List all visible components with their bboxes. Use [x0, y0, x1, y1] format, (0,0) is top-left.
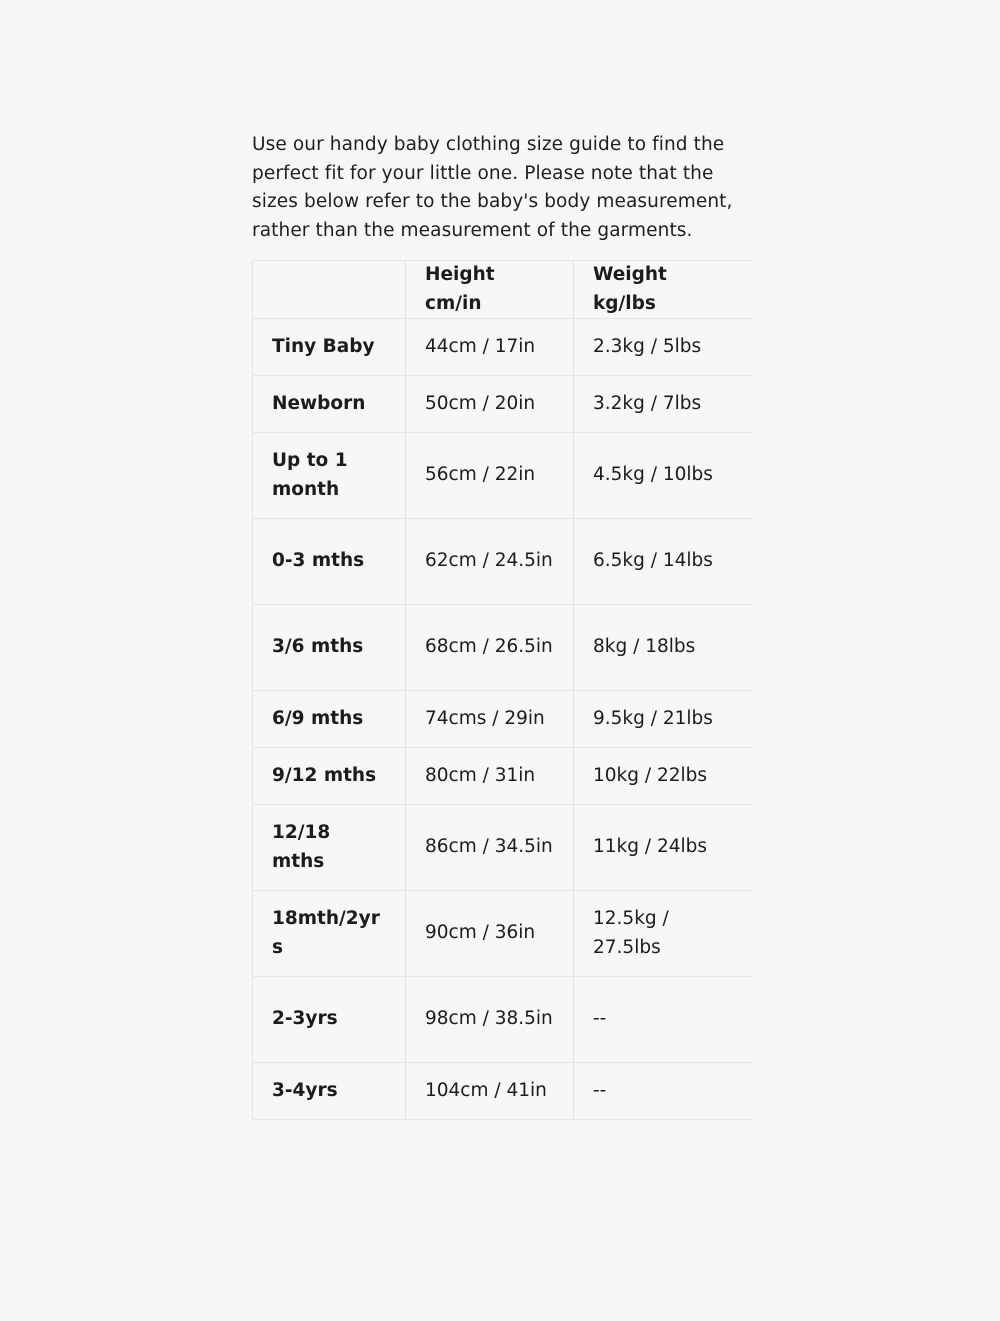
size-cell: 3/6 mths — [253, 605, 406, 691]
height-cell: 98cm / 38.5in — [406, 977, 574, 1063]
table-row — [253, 805, 752, 891]
table-row — [253, 376, 752, 433]
height-cell: 86cm / 34.5in — [406, 805, 574, 891]
height-cell: 62cm / 24.5in — [406, 519, 574, 605]
height-cell: 56cm / 22in — [406, 433, 574, 519]
table-row — [253, 519, 752, 605]
height-cell: 50cm / 20in — [406, 376, 574, 433]
weight-cell: 9.5kg / 21lbs — [574, 691, 752, 748]
size-cell: Tiny Baby — [253, 319, 406, 376]
intro-paragraph: Use our handy baby clothing size guide to find the perfect fit for your little one. Please note that the sizes below refer to the baby's body measurement, rather than the measurement of the garments. — [252, 134, 733, 241]
table-row — [253, 891, 752, 977]
table-row — [253, 1063, 752, 1120]
size-table — [252, 260, 752, 1120]
weight-cell: 2.3kg / 5lbs — [574, 319, 752, 376]
header-weight: Weight kg/lbs — [574, 261, 752, 319]
size-cell: 3-4yrs — [253, 1063, 406, 1120]
height-cell: 80cm / 31in — [406, 748, 574, 805]
weight-cell: -- — [574, 977, 752, 1063]
height-cell: 68cm / 26.5in — [406, 605, 574, 691]
table-row — [253, 691, 752, 748]
height-cell: 104cm / 41in — [406, 1063, 574, 1120]
height-cell: 90cm / 36in — [406, 891, 574, 977]
size-cell: 0-3 mths — [253, 519, 406, 605]
height-cell: 44cm / 17in — [406, 319, 574, 376]
table-row — [253, 977, 752, 1063]
weight-cell: 12.5kg / 27.5lbs — [574, 891, 752, 977]
size-cell: 18mth/2yrs — [253, 891, 406, 977]
weight-cell: 4.5kg / 10lbs — [574, 433, 752, 519]
size-cell: 2-3yrs — [253, 977, 406, 1063]
weight-cell: 6.5kg / 14lbs — [574, 519, 752, 605]
table-row — [253, 319, 752, 376]
table-row — [253, 605, 752, 691]
weight-cell: 3.2kg / 7lbs — [574, 376, 752, 433]
table-header-row — [253, 261, 752, 319]
table-row — [253, 748, 752, 805]
size-cell: 6/9 mths — [253, 691, 406, 748]
height-cell: 74cms / 29in — [406, 691, 574, 748]
weight-cell: 11kg / 24lbs — [574, 805, 752, 891]
header-height: Height cm/in — [406, 261, 574, 319]
size-cell: 9/12 mths — [253, 748, 406, 805]
header-size — [253, 261, 406, 319]
weight-cell: 10kg / 22lbs — [574, 748, 752, 805]
size-guide — [252, 131, 752, 1101]
size-cell: 12/18 mths — [253, 805, 406, 891]
weight-cell: -- — [574, 1063, 752, 1120]
size-cell: Newborn — [253, 376, 406, 433]
weight-cell: 8kg / 18lbs — [574, 605, 752, 691]
table-row — [253, 433, 752, 519]
size-cell: Up to 1 month — [253, 433, 406, 519]
